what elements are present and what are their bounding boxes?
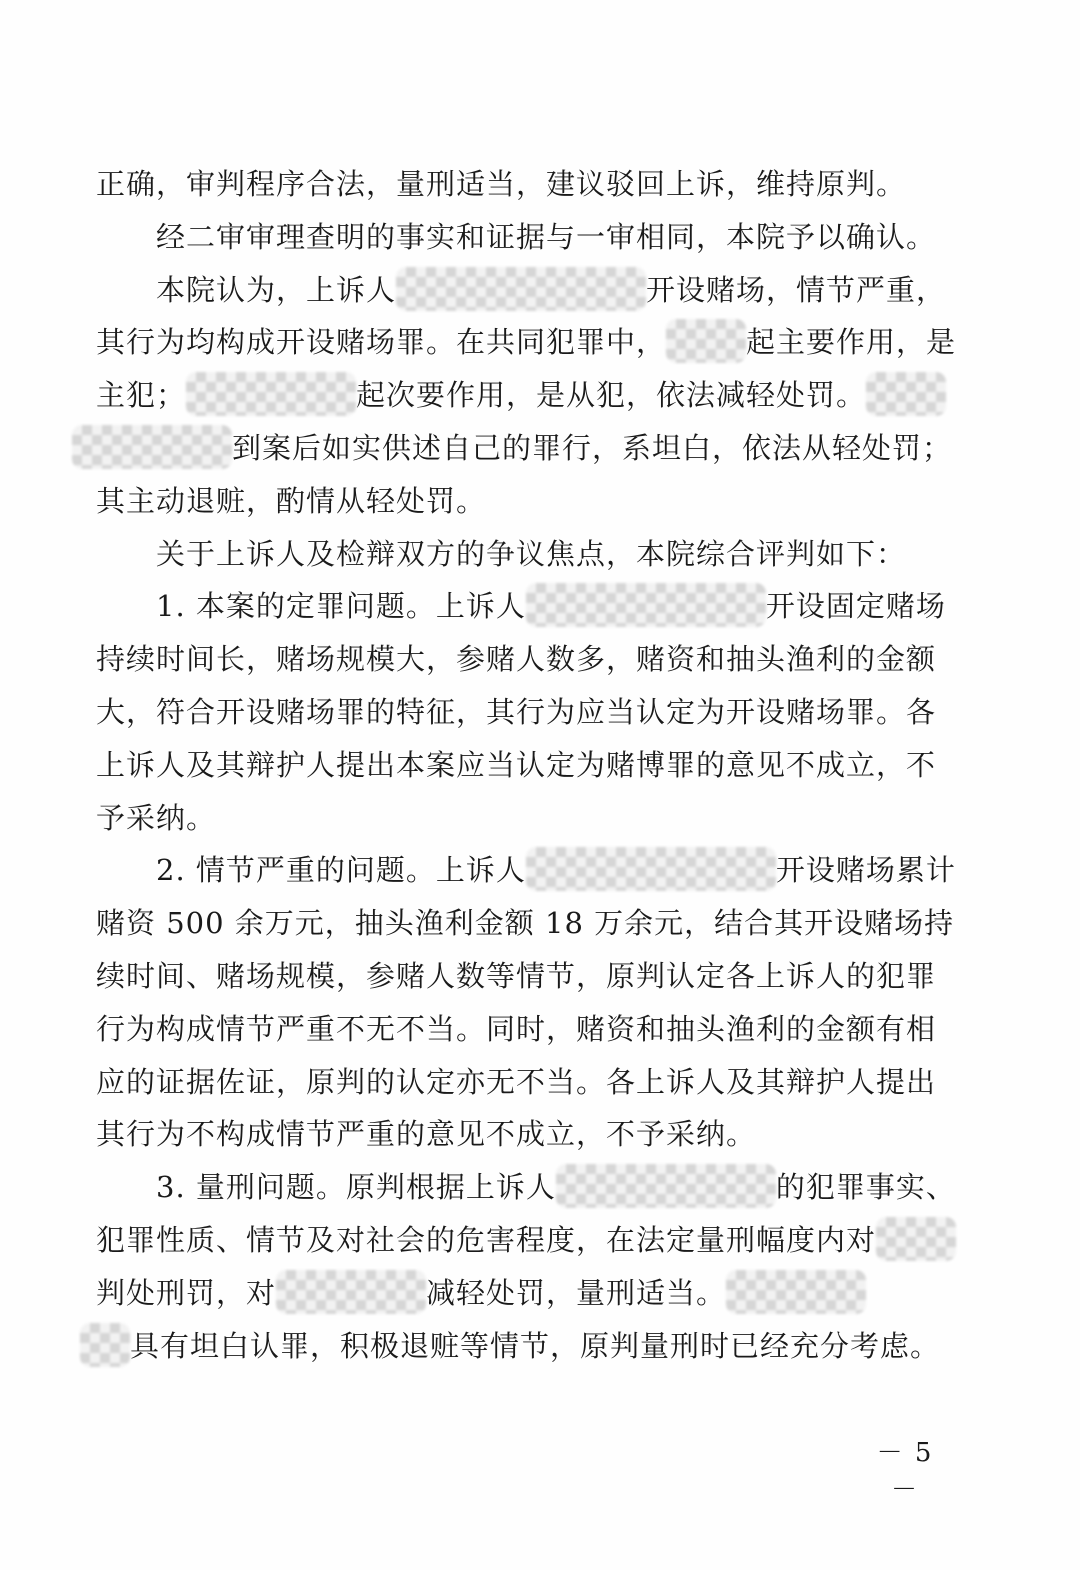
text-segment: 1. 本案的定罪问题。上诉人 <box>156 589 526 624</box>
text-segment: 续时间、赌场规模，参赌人数等情节，原判认定各上诉人的犯罪 <box>96 958 937 993</box>
paragraph-4-line-1 <box>96 528 946 581</box>
redaction-mosaic <box>666 319 746 363</box>
text-segment: 应的证据佐证，原判的认定亦无不当。各上诉人及其辩护人提出 <box>96 1064 937 1099</box>
paragraph-6-line-5 <box>96 1056 946 1109</box>
text-segment: 主犯； <box>96 378 187 413</box>
text-segment: 经二审审理查明的事实和证据与一审相同，本院予以确认。 <box>156 219 937 254</box>
paragraph-5-line-4 <box>96 739 946 792</box>
paragraph-6-line-3 <box>96 950 946 1003</box>
text-segment: 予采纳。 <box>96 800 217 835</box>
redaction-mosaic <box>526 847 776 891</box>
text-segment: 其主动退赃，酌情从轻处罚。 <box>96 483 487 518</box>
paragraph-6-line-6 <box>96 1108 946 1161</box>
redaction-mosaic <box>876 1217 956 1261</box>
redaction-mosaic <box>396 267 646 311</box>
paragraph-7-line-1 <box>96 1161 956 1214</box>
text-segment: 起次要作用，是从犯，依法减轻处罚。 <box>356 378 867 413</box>
text-segment: 开设固定赌场 <box>765 589 946 624</box>
text-segment: 判处刑罚，对 <box>96 1275 277 1310</box>
text-segment: 本院认为，上诉人 <box>156 272 397 307</box>
paragraph-6-line-1 <box>96 844 956 897</box>
paragraph-3-line-4 <box>96 422 953 475</box>
paragraph-5-line-1 <box>96 580 946 633</box>
paragraph-5-line-5 <box>96 792 946 845</box>
text-segment: 其行为不构成情节严重的意见不成立，不予采纳。 <box>96 1117 757 1152</box>
redaction-mosaic <box>72 425 232 469</box>
paragraph-3-line-1 <box>96 264 946 317</box>
paragraph-7-line-3 <box>96 1267 946 1320</box>
text-segment: 开设赌场，情节严重， <box>646 272 947 307</box>
redaction-mosaic <box>276 1270 426 1314</box>
text-segment: 具有坦白认罪，积极退赃等情节，原判量刑时已经充分考虑。 <box>130 1328 941 1363</box>
text-segment: 2. 情节严重的问题。上诉人 <box>156 853 526 888</box>
text-segment: 犯罪性质、情节及对社会的危害程度，在法定量刑幅度内对 <box>96 1222 877 1257</box>
paragraph-1-line-1 <box>96 158 946 211</box>
redaction-mosaic <box>556 1164 776 1208</box>
text-segment: 其行为均构成开设赌场罪。在共同犯罪中， <box>96 325 667 360</box>
redaction-mosaic <box>186 372 356 416</box>
redaction-mosaic <box>726 1270 866 1314</box>
redaction-mosaic <box>866 372 946 416</box>
text-segment: 正确，审判程序合法，量刑适当，建议驳回上诉，维持原判。 <box>96 167 907 201</box>
paragraph-7-line-2 <box>96 1214 946 1267</box>
text-segment: 关于上诉人及检辩双方的争议焦点，本院综合评判如下： <box>156 536 907 571</box>
page-number: － 5 － <box>876 1438 934 1505</box>
text-segment: 上诉人及其辩护人提出本案应当认定为赌博罪的意见不成立，不 <box>96 747 937 782</box>
paragraph-5-line-2 <box>96 633 946 686</box>
paragraph-3-line-2 <box>96 316 957 369</box>
paragraph-5-line-3 <box>96 686 946 739</box>
text-segment: 到案后如实供述自己的罪行，系坦白，依法从轻处罚； <box>232 430 953 465</box>
text-segment: 3. 量刑问题。原判根据上诉人 <box>156 1170 556 1205</box>
paragraph-2-line-1 <box>96 211 946 264</box>
text-segment: 大，符合开设赌场罪的特征，其行为应当认定为开设赌场罪。各 <box>96 694 937 729</box>
paragraph-3-line-3 <box>96 369 946 422</box>
text-segment: 开设赌场累计 <box>775 853 956 888</box>
paragraph-6-line-2 <box>96 897 955 950</box>
redaction-mosaic <box>80 1323 130 1367</box>
text-segment: 的犯罪事实、 <box>775 1170 956 1205</box>
text-segment: 减轻处罚，量刑适当。 <box>426 1275 727 1310</box>
text-segment: 赌资 500 余万元，抽头渔利金额 18 万余元，结合其开设赌场持 <box>96 906 955 941</box>
text-segment: 行为构成情节严重不无不当。同时，赌资和抽头渔利的金额有相 <box>96 1011 937 1046</box>
paragraph-3-line-5 <box>96 475 946 528</box>
paragraph-7-line-4 <box>96 1320 946 1373</box>
judgment-body <box>96 158 957 1372</box>
redaction-mosaic <box>526 583 766 627</box>
text-segment: 持续时间长，赌场规模大，参赌人数多，赌资和抽头渔利的金额 <box>96 642 937 677</box>
text-segment: 起主要作用，是 <box>746 325 957 360</box>
paragraph-6-line-4 <box>96 1003 946 1056</box>
